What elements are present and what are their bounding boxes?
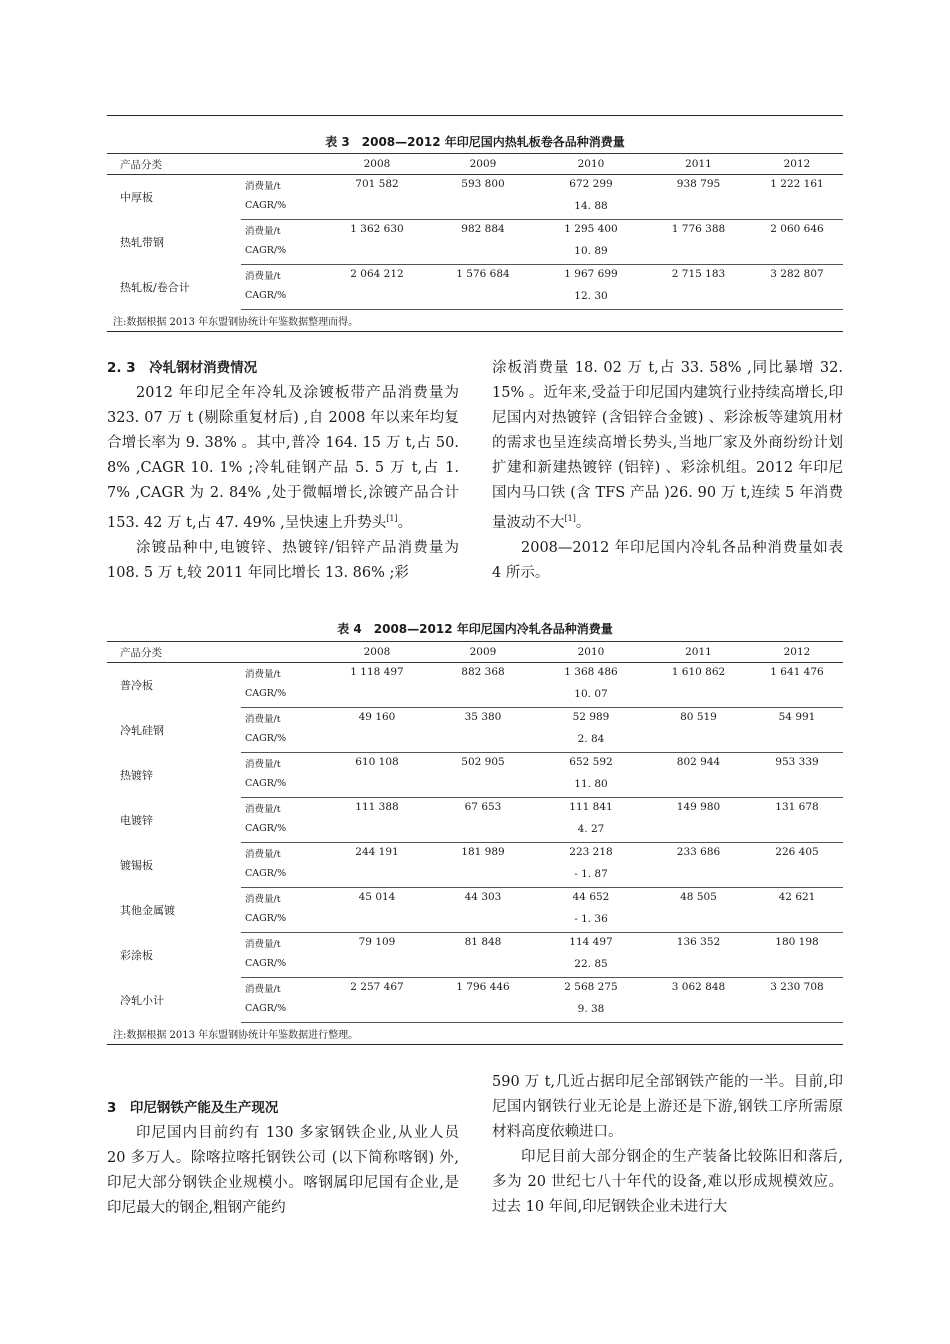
table-cell <box>751 1000 843 1023</box>
table-cell <box>646 955 751 978</box>
top-rule <box>107 115 843 116</box>
table-cell <box>646 730 751 753</box>
table-cell: 35 380 <box>464 711 502 723</box>
row-metric-label: CAGR/% <box>241 910 324 933</box>
table-cell <box>751 287 843 310</box>
table-cell <box>430 1000 536 1023</box>
table-cell: 1 362 630 <box>350 223 404 235</box>
table-cell: 1 368 486 <box>564 666 618 678</box>
table3-header-year: 2011 <box>646 154 751 175</box>
table-cell: 593 800 <box>461 178 505 190</box>
table-cell: 2 064 212 <box>350 268 404 280</box>
table-row <box>107 708 843 731</box>
row-metric-label: CAGR/% <box>241 685 324 708</box>
table3-note: 注:数据根据 2013 年东盟钢协统计年鉴数据整理而得。 <box>107 310 843 332</box>
table3-header-year: 2008 <box>324 154 430 175</box>
table-cell <box>324 197 430 220</box>
table-cell: 136 352 <box>676 936 721 948</box>
table-cell: 114 497 <box>569 936 613 948</box>
row-category: 彩涂板 <box>120 949 153 962</box>
table-cell <box>430 197 536 220</box>
row-metric-label: CAGR/% <box>241 865 324 888</box>
row-category: 其他金属镀 <box>120 904 175 917</box>
table-cell <box>646 1000 751 1023</box>
paragraph-text: 涂板消费量 18. 02 万 t,占 33. 58% ,同比暴增 32. 15% 。近年来,受益于印尼国内建筑行业持续高增长,印尼国内对热镀锌 (含铝锌合金镀) 、彩涂板等建筑用材的需求也呈连续高增长势头,当地厂家及外商纷纷计划扩建和新建热镀锌 (铝锌) 、彩涂机组。2012 年印尼国内马口铁 (含 TFS 产品 )26. 90 万 t,连续 5 年消费量波动不大 <box>492 360 843 531</box>
row-metric-label: 消费量/t <box>245 759 281 770</box>
row-metric-label: CAGR/% <box>241 287 324 310</box>
table-cell <box>751 775 843 798</box>
paragraph: 590 万 t,几近占据印尼全部钢铁产能的一半。目前,印尼国内钢铁行业无论是上游还是下游,钢铁工序所需原材料高度依赖进口。 <box>492 1074 843 1140</box>
row-metric-label: CAGR/% <box>241 775 324 798</box>
table-cell: 10. 89 <box>536 242 646 265</box>
table-cell <box>430 242 536 265</box>
table4-header-year: 2012 <box>751 642 843 663</box>
table-cell: 1 295 400 <box>564 223 618 235</box>
row-category: 镀锡板 <box>120 859 153 872</box>
table-cell <box>646 820 751 843</box>
table-cell <box>324 730 430 753</box>
table-cell <box>324 955 430 978</box>
table4-caption: 表 4 2008—2012 年印尼国内冷轧各品种消费量 <box>337 622 613 636</box>
table-cell: 180 198 <box>775 936 819 948</box>
table-row <box>107 843 843 866</box>
row-metric-label: 消费量/t <box>245 271 281 282</box>
paragraph: 涂镀品种中,电镀锌、热镀锌/铝锌产品消费量为 108. 5 万 t,较 2011 年同比增长 13. 86% ;彩 <box>107 539 459 581</box>
table-cell <box>324 910 430 933</box>
table4-header-year: 2008 <box>324 642 430 663</box>
table-cell <box>324 865 430 888</box>
table-cell: 982 884 <box>461 223 505 235</box>
row-metric-label: CAGR/% <box>241 197 324 220</box>
table-cell: 4. 27 <box>536 820 646 843</box>
table-cell <box>430 730 536 753</box>
row-metric-label: 消费量/t <box>245 939 281 950</box>
table-cell: 226 405 <box>775 846 819 858</box>
row-category: 冷轧小计 <box>120 994 164 1007</box>
row-metric-label: 消费量/t <box>245 226 281 237</box>
table-cell: - 1. 36 <box>536 910 646 933</box>
table-cell: 1 222 161 <box>770 178 824 190</box>
table-cell: 67 653 <box>464 801 502 813</box>
table-cell <box>324 1000 430 1023</box>
table-cell: 233 686 <box>676 846 721 858</box>
table-cell: 2 568 275 <box>564 981 618 993</box>
table-cell: 610 108 <box>355 756 399 768</box>
paragraph <box>492 356 843 536</box>
table3-header-year: 2009 <box>430 154 536 175</box>
citation-ref: [1] <box>386 514 398 523</box>
table-cell <box>646 242 751 265</box>
table-cell: 1 796 446 <box>456 981 510 993</box>
table-cell: 48 505 <box>680 891 717 903</box>
table4-header-year: 2010 <box>536 642 646 663</box>
table-row <box>107 265 843 288</box>
table-cell: 802 944 <box>676 756 721 768</box>
table-cell <box>324 820 430 843</box>
row-category: 热轧板/卷合计 <box>120 281 190 294</box>
table-cell: 1 118 497 <box>350 666 404 678</box>
table-cell: 3 282 807 <box>770 268 824 280</box>
table-row <box>107 663 843 686</box>
table-row <box>107 220 843 243</box>
table-cell: 81 848 <box>464 936 502 948</box>
table3-header-year: 2012 <box>751 154 843 175</box>
table-cell <box>430 775 536 798</box>
section-heading-2-3: 2. 3 冷轧钢材消费情况 <box>107 360 258 376</box>
table4-header <box>107 642 843 663</box>
table4-header-category: 产品分类 <box>107 642 324 663</box>
table-cell <box>646 287 751 310</box>
table-cell <box>324 685 430 708</box>
table-cell <box>430 955 536 978</box>
table-cell: 44 652 <box>572 891 610 903</box>
row-metric-label: CAGR/% <box>241 1000 324 1023</box>
table-row <box>107 175 843 198</box>
row-category: 热镀锌 <box>120 769 153 782</box>
table-cell: 3 062 848 <box>671 981 726 993</box>
row-metric-label: CAGR/% <box>241 242 324 265</box>
table-cell: 2 060 646 <box>770 223 824 235</box>
table-row <box>107 933 843 956</box>
table-cell: 1 641 476 <box>770 666 824 678</box>
table-cell: 672 299 <box>569 178 613 190</box>
paragraph: 印尼国内目前约有 130 多家钢铁企业,从业人员 20 多万人。除喀拉喀托钢铁公司 (以下简称喀钢) 外,印尼大部分钢铁企业规模小。喀钢属印尼国有企业,是印尼最大的钢企,粗钢产能约 <box>107 1125 459 1216</box>
table4-header-year: 2011 <box>646 642 751 663</box>
table4 <box>107 641 843 1045</box>
table-cell: 54 991 <box>778 711 816 723</box>
table-cell: 244 191 <box>355 846 399 858</box>
row-metric-label: 消费量/t <box>245 714 281 725</box>
row-category: 中厚板 <box>120 191 153 205</box>
table-cell: 2. 84 <box>536 730 646 753</box>
row-metric-label: 消费量/t <box>245 894 281 905</box>
table3 <box>107 153 843 332</box>
row-category: 电镀锌 <box>120 814 153 827</box>
citation-ref: [1] <box>564 514 576 523</box>
table-cell <box>751 242 843 265</box>
table-cell: 49 160 <box>358 711 396 723</box>
row-metric-label: 消费量/t <box>245 181 281 192</box>
table-cell: 149 980 <box>676 801 721 813</box>
table-cell <box>646 865 751 888</box>
table-cell: 52 989 <box>572 711 610 723</box>
table-cell: 652 592 <box>569 756 613 768</box>
right-column-2 <box>492 1070 843 1220</box>
table-cell: 79 109 <box>358 936 396 948</box>
table-cell: 42 621 <box>778 891 816 903</box>
table-cell: 938 795 <box>676 178 721 190</box>
table-cell: 131 678 <box>775 801 819 813</box>
table3-caption: 表 3 2008—2012 年印尼国内热轧板卷各品种消费量 <box>325 135 625 149</box>
table-cell <box>430 685 536 708</box>
table-cell <box>324 242 430 265</box>
table-cell <box>646 910 751 933</box>
paragraph: 印尼目前大部分钢企的生产装备比较陈旧和落后,多为 20 世纪七八十年代的设备,难以形成规模效应。过去 10 年间,印尼钢铁企业未进行大 <box>492 1149 843 1215</box>
table-cell <box>324 287 430 310</box>
table-row <box>107 798 843 821</box>
table-cell <box>751 197 843 220</box>
row-category: 冷轧硅钢 <box>120 724 164 737</box>
row-metric-label: CAGR/% <box>241 730 324 753</box>
section-heading-3: 3 印尼钢铁产能及生产现况 <box>107 1100 279 1116</box>
right-column-1 <box>492 356 843 586</box>
table4-note: 注:数据根据 2013 年东盟钢协统计年鉴数据进行整理。 <box>107 1023 843 1045</box>
table-cell <box>751 910 843 933</box>
table-cell <box>751 955 843 978</box>
table-cell: 2 715 183 <box>671 268 726 280</box>
table-row <box>107 978 843 1001</box>
paragraph-text: 2012 年印尼全年冷轧及涂镀板带产品消费量为323. 07 万 t (剔除重复材后) ,自 2008 年以来年均复合增长率为 9. 38% 。其中,普冷 164. 15 万 t,占 50. 8% ,CAGR 10. 1% ;冷轧硅钢产品 5. 5 万 t,占 1. 7% ,CAGR 为 2. 84% ,处于微幅增长,涂镀产品合计 153. 42 万 t,占 47. 49% ,呈快速上升势头 <box>107 385 459 531</box>
table-cell: 882 368 <box>461 666 505 678</box>
left-column-1 <box>107 356 459 586</box>
table-cell <box>751 820 843 843</box>
table-cell <box>751 865 843 888</box>
table-cell <box>430 287 536 310</box>
table-cell: 11. 80 <box>536 775 646 798</box>
row-metric-label: CAGR/% <box>241 955 324 978</box>
table-cell: 22. 85 <box>536 955 646 978</box>
paragraph <box>107 381 459 536</box>
table-cell <box>751 730 843 753</box>
table3-header <box>107 154 843 175</box>
table-cell <box>646 685 751 708</box>
row-metric-label: 消费量/t <box>245 804 281 815</box>
table-cell: 45 014 <box>358 891 396 903</box>
paragraph-end: 。 <box>397 514 413 531</box>
paragraph-end: 。 <box>575 514 591 531</box>
row-metric-label: 消费量/t <box>245 669 281 680</box>
table-row <box>107 888 843 911</box>
table-cell: 223 218 <box>569 846 613 858</box>
table3-header-category: 产品分类 <box>107 154 324 175</box>
table4-header-year: 2009 <box>430 642 536 663</box>
table-cell: 9. 38 <box>536 1000 646 1023</box>
paragraph: 2008—2012 年印尼国内冷轧各品种消费量如表 4 所示。 <box>492 539 843 581</box>
row-category: 热轧带钢 <box>120 236 164 249</box>
left-column-2 <box>107 1096 459 1221</box>
table-cell <box>324 775 430 798</box>
table-cell <box>751 685 843 708</box>
table-cell: 1 967 699 <box>564 268 618 280</box>
row-metric-label: CAGR/% <box>241 820 324 843</box>
table-cell: 953 339 <box>775 756 819 768</box>
table-cell: 2 257 467 <box>350 981 404 993</box>
table-cell: 111 841 <box>569 801 613 813</box>
table-cell: 44 303 <box>464 891 502 903</box>
table-cell <box>430 820 536 843</box>
table-cell <box>430 910 536 933</box>
table-cell <box>646 775 751 798</box>
table-cell <box>646 197 751 220</box>
table-cell: 111 388 <box>355 801 399 813</box>
table-cell: 502 905 <box>461 756 505 768</box>
table-cell: 3 230 708 <box>770 981 824 993</box>
table-cell <box>430 865 536 888</box>
table3-header-year: 2010 <box>536 154 646 175</box>
table-cell: 10. 07 <box>536 685 646 708</box>
table-cell: 1 610 862 <box>671 666 726 678</box>
table-cell: - 1. 87 <box>536 865 646 888</box>
table-row <box>107 753 843 776</box>
table-cell: 701 582 <box>355 178 399 190</box>
row-metric-label: 消费量/t <box>245 849 281 860</box>
table-cell: 80 519 <box>680 711 717 723</box>
row-category: 普冷板 <box>120 679 153 693</box>
row-metric-label: 消费量/t <box>245 984 281 995</box>
table-cell: 14. 88 <box>536 197 646 220</box>
table-cell: 1 576 684 <box>456 268 510 280</box>
table-cell: 1 776 388 <box>671 223 726 235</box>
table-cell: 12. 30 <box>536 287 646 310</box>
table-cell: 181 989 <box>461 846 505 858</box>
